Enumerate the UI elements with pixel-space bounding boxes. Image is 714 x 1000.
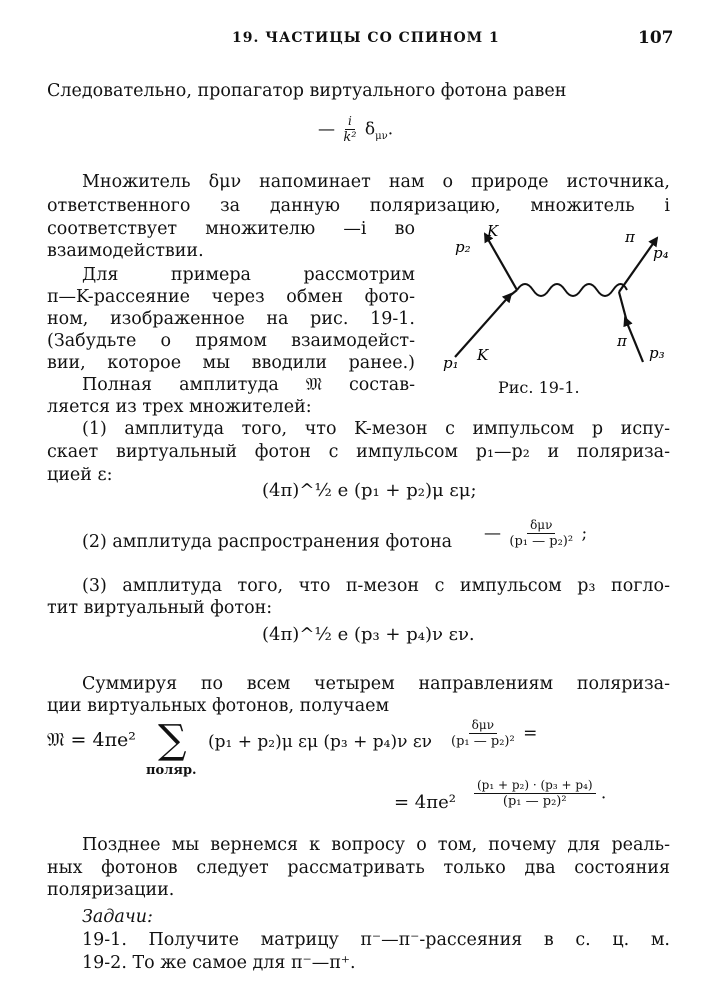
label-p2: p₂ [455, 238, 471, 256]
sum-under-label: поляр. [146, 763, 197, 778]
problem-19-2: 19-2. То же самое для π⁻—π⁺. [82, 953, 356, 973]
label-k-bottom: K [477, 346, 489, 364]
line-p2-out [485, 234, 517, 290]
eq1-fraction [340, 114, 359, 146]
eq1-delta: δ [364, 119, 376, 140]
paragraph-factor-line-4: взаимодействии. [47, 241, 204, 261]
sum-line-2: ции виртуальных фотонов, получаем [47, 696, 390, 716]
equation-amplitude-line2-prefix: = 4πe² [394, 792, 456, 813]
label-p3: p₃ [649, 344, 665, 362]
eq1-subscript: μν [375, 130, 388, 142]
paragraph-example-line-7: ляется из трех множителей: [47, 397, 312, 417]
equation-vertex-k: (4π)^½ e (p₁ + p₂)μ εμ; [262, 480, 477, 501]
page-number: 107 [638, 28, 674, 48]
equation-propagator [318, 114, 393, 146]
paragraph-factor-line-2: ответственного за данную поляризацию, множитель i [47, 196, 670, 216]
later-line-2: ных фотонов следует рассматривать только два состояния [47, 858, 670, 878]
eq4-numerator: δμν [469, 718, 497, 734]
later-line-3: поляризации. [47, 880, 175, 900]
paragraph-factor-line-3: соответствует множителю —i во [47, 219, 415, 239]
paragraph-propagator: Следовательно, пропагатор виртуального фотона равен [47, 81, 567, 101]
item2-numerator: δμν [527, 518, 555, 534]
equation-amplitude-lhs: 𝔐 = 4πe² [47, 729, 136, 751]
running-header: 19. ЧАСТИЦЫ СО СПИНОМ 1 [232, 30, 500, 46]
label-k-top: K [487, 222, 499, 240]
paragraph-example-line-4: (Забудьте о прямом взаимодейст- [47, 331, 415, 351]
equation-amplitude-body: (p₁ + p₂)μ εμ (p₃ + p₄)ν εν [208, 732, 433, 752]
line-p3-in [625, 318, 643, 362]
problems-heading: Задачи: [82, 907, 153, 927]
item2-fraction [506, 518, 576, 550]
item1-line-1: (1) амплитуда того, что K-мезон с импульсом p испу- [82, 419, 670, 439]
item1-line-3: цией ε: [47, 465, 113, 485]
label-pi-top: π [625, 228, 635, 246]
item3-line-1: (3) амплитуда того, что π-мезон с импульсом p₃ погло- [82, 576, 670, 596]
eq4-line2-denominator: (p₁ — p₂)² [502, 794, 567, 809]
label-p1: p₁ [443, 354, 459, 372]
item3-line-2: тит виртуальный фотон: [47, 598, 273, 618]
eq4-equals: = [523, 723, 538, 744]
equation-amplitude-fraction-1 [448, 718, 537, 750]
eq1-denominator: k² [343, 130, 357, 145]
feynman-diagram [425, 222, 685, 382]
problem-19-1: 19-1. Получите матрицу π⁻—π⁻-рассеяния в с. ц. м. [82, 930, 670, 950]
equation-vertex-pi: (4π)^½ e (p₃ + p₄)ν εν. [262, 624, 475, 645]
equation-amplitude-fraction-2 [474, 778, 606, 810]
eq4-denominator: (p₁ — p₂)² [451, 734, 515, 749]
label-pi-bottom: π [617, 332, 627, 350]
eq1-numerator: i [345, 114, 355, 130]
line-p1-join [507, 290, 517, 298]
line-p3-join [619, 292, 627, 322]
paragraph-example-line-3: ном, изображенное на рис. 19-1. [47, 309, 415, 329]
eq4-line2-period: . [600, 783, 607, 804]
item1-line-2: скает виртуальный фотон с импульсом p₁—p₂ и поляриза- [47, 442, 670, 462]
photon-propagator [517, 284, 627, 296]
item2-semicolon: ; [581, 523, 588, 544]
label-p4: p₄ [653, 244, 669, 262]
paragraph-example-line-1: Для примера рассмотрим [82, 265, 415, 285]
item2-minus: — [484, 523, 501, 544]
equation-photon-propagator [484, 518, 587, 550]
paragraph-example-line-5: вии, которое мы вводили ранее.) [47, 353, 415, 373]
eq1-minus: — [318, 119, 335, 140]
eq4-line2-numerator: (p₁ + p₂) · (p₃ + p₄) [474, 778, 596, 794]
paragraph-example-line-2: π—K-рассеяние через обмен фото- [47, 287, 415, 307]
later-line-1: Позднее мы вернемся к вопросу о том, почему для реаль- [82, 835, 670, 855]
sum-sign: ∑ [158, 717, 187, 763]
item2-denominator: (p₁ — p₂)² [509, 534, 574, 549]
sum-line-1: Суммируя по всем четырем направлениям поляриза- [82, 674, 670, 694]
line-p4-out [619, 238, 657, 292]
paragraph-example-line-6: Полная амплитуда 𝔐 состав- [82, 375, 415, 395]
paragraph-factor-line-1: Множитель δμν напоминает нам о природе источника, [82, 172, 670, 192]
eq1-period: . [387, 119, 394, 140]
figure-caption: Рис. 19-1. [498, 378, 580, 397]
item2-text: (2) амплитуда распространения фотона [82, 532, 453, 552]
